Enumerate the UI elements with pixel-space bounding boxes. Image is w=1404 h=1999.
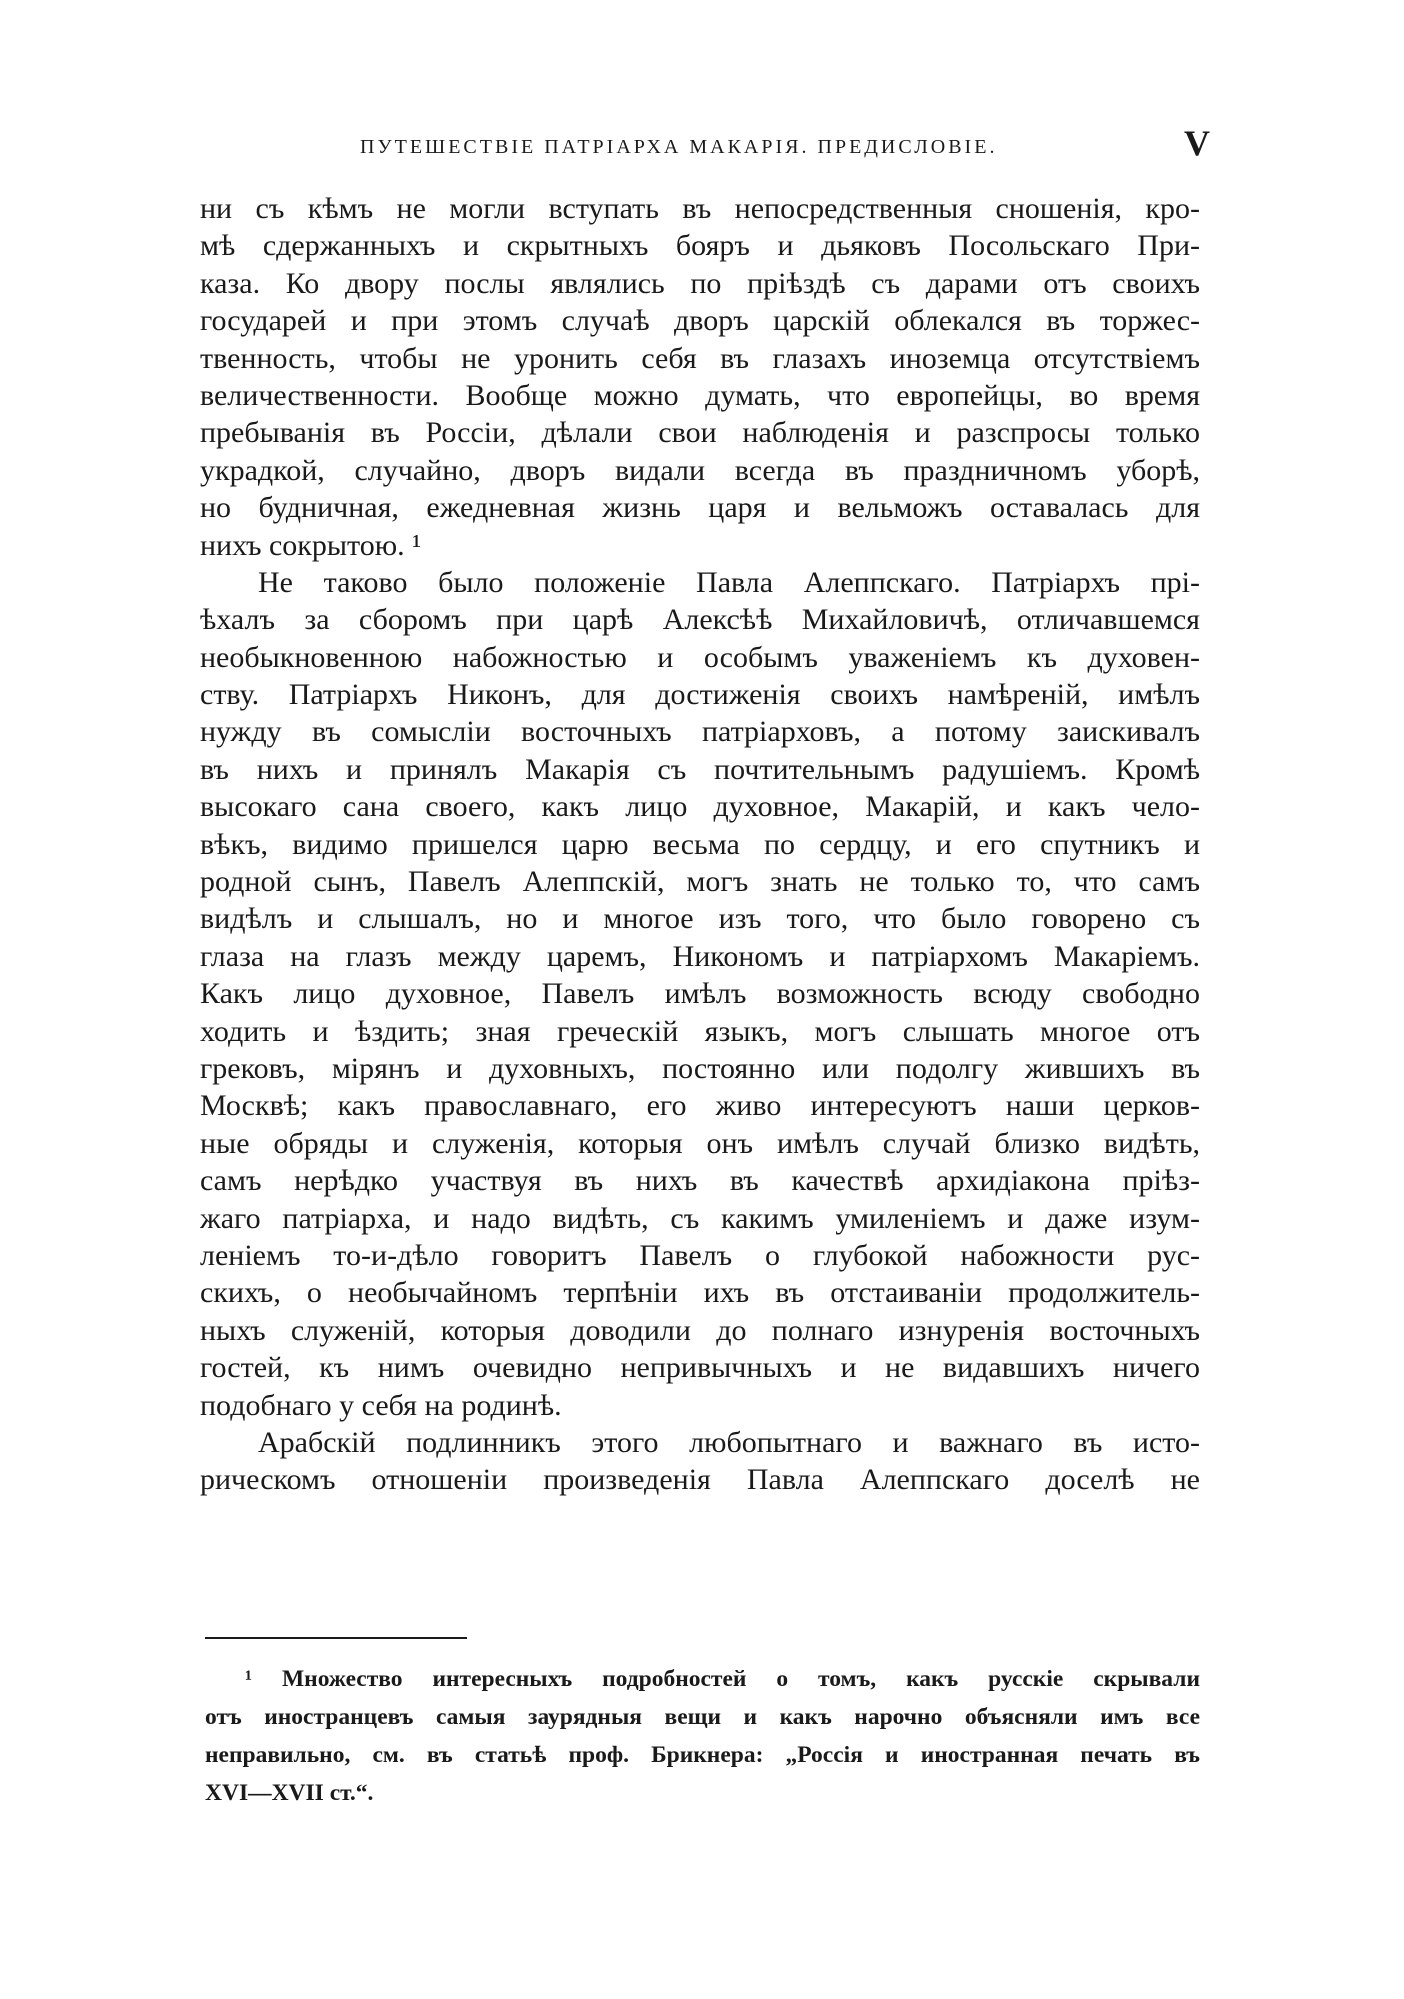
text-line: Какъ лицо духовное, Павелъ имѣлъ возможность всюду свободно	[200, 977, 1200, 1011]
text-line: Москвѣ; какъ православнаго, его живо интересуютъ наши церков-	[200, 1089, 1200, 1123]
running-title: ПУТЕШЕСТВІЕ ПАТРІАРХА МАКАРІЯ. ПРЕДИСЛОВІЕ.	[360, 136, 998, 158]
page-number: V	[1184, 123, 1210, 163]
text-line: скихъ, о необычайномъ терпѣніи ихъ въ отстаиваніи продолжитель-	[200, 1276, 1200, 1310]
text-line-paragraph-start: Не таково было положеніе Павла Алеппскаго. Патріархъ прі-	[258, 565, 1200, 599]
text-line: въ нихъ и принялъ Макарія съ почтительнымъ радушіемъ. Кромѣ	[200, 752, 1200, 786]
body-text	[200, 190, 1200, 1499]
text-line: государей и при этомъ случаѣ дворъ царскій облекался въ торжес-	[200, 304, 1200, 338]
text-line: рическомъ отношеніи произведенія Павла Алеппскаго доселѣ не	[200, 1463, 1200, 1497]
text-line: родной сынъ, Павелъ Алеппскій, могъ знать не только то, что самъ	[200, 865, 1200, 899]
text-line: леніемъ то-и-дѣло говоритъ Павелъ о глубокой набожности рус-	[200, 1238, 1200, 1272]
footnotes	[205, 1660, 1200, 1812]
running-head	[200, 123, 1210, 168]
text-line: украдкой, случайно, дворъ видали всегда въ праздничномъ уборѣ,	[200, 453, 1200, 487]
text-line-paragraph-end: подобнаго у себя на родинѣ.	[200, 1388, 562, 1422]
text-line: ные обряды и служенія, которыя онъ имѣлъ случай близко видѣть,	[200, 1126, 1200, 1160]
text-line: ѣхалъ за сборомъ при царѣ Алексѣѣ Михайловичѣ, отличавшемся	[200, 603, 1200, 637]
text-line: вѣкъ, видимо пришелся царю весьма по сердцу, и его спутникъ и	[200, 827, 1200, 861]
text-line: необыкновенною набожностью и особымъ уваженіемъ къ духовен-	[200, 640, 1200, 674]
text-line: но будничная, ежедневная жизнь царя и вельможъ оставалась для	[200, 491, 1200, 525]
text-line: ству. Патріархъ Никонъ, для достиженія своихъ намѣреній, имѣлъ	[200, 678, 1200, 712]
text-line: каза. Ко двору послы являлись по пріѣздѣ съ дарами отъ своихъ	[200, 266, 1200, 300]
text-line: нужду въ сомысліи восточныхъ патріарховъ, а потому заискивалъ	[200, 715, 1200, 749]
text-line-paragraph-end: нихъ сокрытою. ¹	[200, 528, 422, 562]
text-line: ходить и ѣздить; зная греческій языкъ, могъ слышать многое отъ	[200, 1014, 1200, 1048]
footnote-line: ¹ Множество интересныхъ подробностей о томъ, какъ русскіе скрывали	[245, 1666, 1200, 1692]
text-line: ныхъ служеній, которыя доводили до полнаго изнуренія восточныхъ	[200, 1313, 1200, 1347]
text-line: гостей, къ нимъ очевидно непривычныхъ и не видавшихъ ничего	[200, 1351, 1200, 1385]
text-line: высокаго сана своего, какъ лицо духовное, Макарій, и какъ чело-	[200, 790, 1200, 824]
text-line: видѣлъ и слышалъ, но и многое изъ того, что было говорено съ	[200, 902, 1200, 936]
text-line: самъ нерѣдко участвуя въ нихъ въ качествѣ архидіакона пріѣз-	[200, 1164, 1200, 1198]
text-line: жаго патріарха, и надо видѣть, съ какимъ умиленіемъ и даже изум-	[200, 1201, 1200, 1235]
footnote-line: неправильно, см. въ статьѣ проф. Брикнера: „Россія и иностранная печать въ	[205, 1742, 1200, 1768]
text-line: пребыванія въ Россіи, дѣлали свои наблюденія и разспросы только	[200, 416, 1200, 450]
text-line: грековъ, мірянъ и духовныхъ, постоянно или подолгу жившихъ въ	[200, 1051, 1200, 1085]
text-line: твенность, чтобы не уронить себя въ глазахъ иноземца отсутствіемъ	[200, 341, 1200, 375]
text-line-paragraph-start: Арабскій подлинникъ этого любопытнаго и важнаго въ исто-	[258, 1425, 1200, 1459]
text-line: ни съ кѣмъ не могли вступать въ непосредственныя сношенія, кро-	[200, 192, 1200, 225]
footnote-divider	[205, 1637, 467, 1639]
text-line: глаза на глазъ между царемъ, Никономъ и патріархомъ Макаріемъ.	[200, 939, 1200, 973]
text-line: мѣ сдержанныхъ и скрытныхъ бояръ и дьяковъ Посольскаго При-	[200, 229, 1200, 263]
footnote-line: отъ иностранцевъ самыя заурядныя вещи и какъ нарочно объясняли имъ все	[205, 1704, 1200, 1730]
text-line: величественности. Вообще можно думать, что европейцы, во время	[200, 378, 1200, 412]
footnote-line: XVI—XVII ст.“.	[205, 1780, 374, 1806]
